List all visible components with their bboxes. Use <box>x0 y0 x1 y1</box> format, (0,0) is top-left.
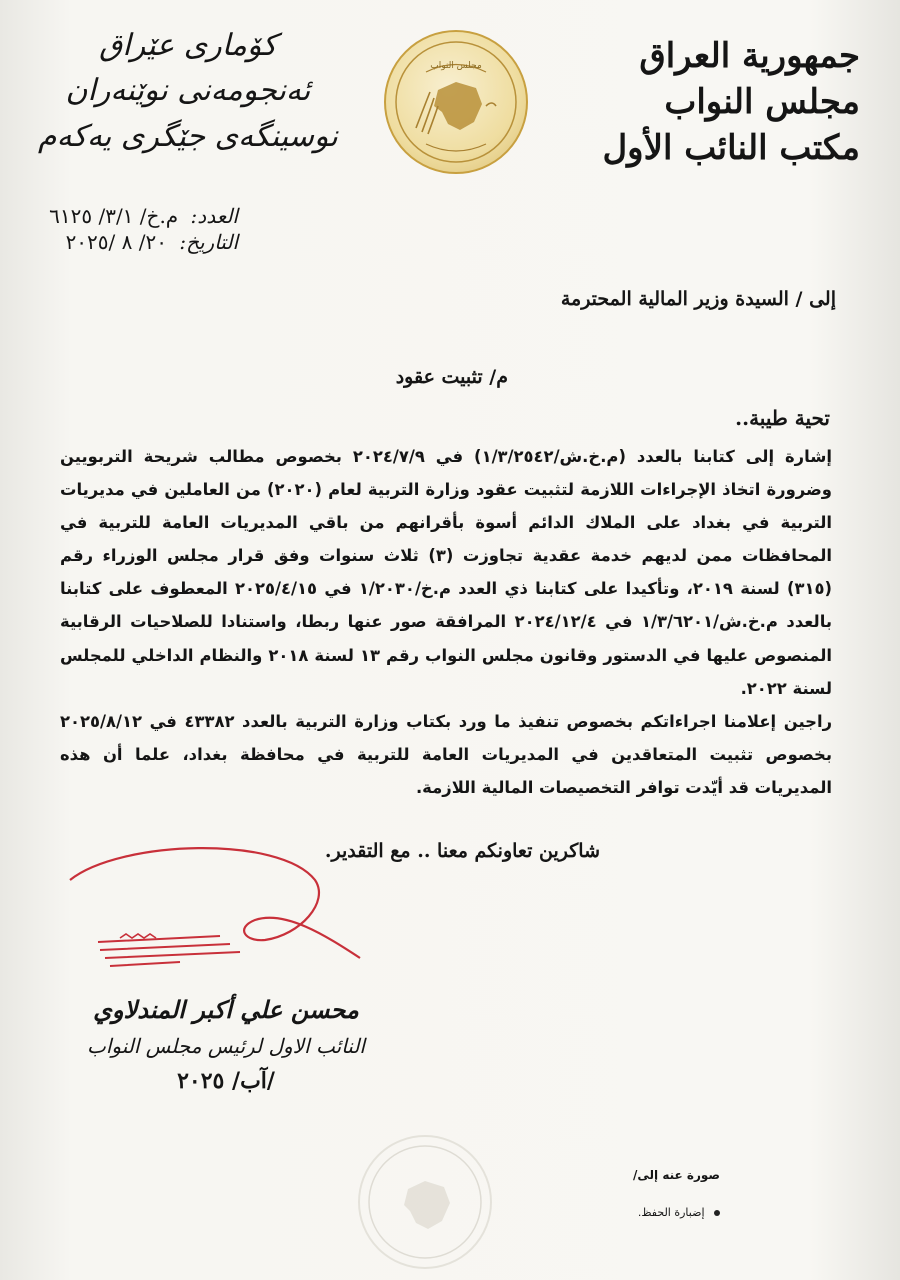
letterhead-line-council: مجلس النواب <box>664 82 860 123</box>
reference-number-value: م.خ/ ٣/١/ ٦١٢٥ <box>49 204 179 228</box>
letterhead-arabic <box>602 36 860 174</box>
subject-line: م/ تثبيت عقود <box>395 366 508 388</box>
reference-date <box>28 230 238 254</box>
seal-graphic <box>386 32 526 172</box>
bullet-icon <box>714 1210 720 1216</box>
copy-to-label: صورة عنه إلى/ <box>633 1168 720 1182</box>
letterhead-kurdish <box>38 28 338 164</box>
reference-date-label: التاريخ: <box>179 230 238 254</box>
letterhead-line-country: جمهورية العراق <box>639 36 860 76</box>
copy-to-item <box>638 1206 720 1219</box>
signatory-title: النائب الاول لرئيس مجلس النواب <box>87 1034 365 1058</box>
letterhead-kurdish-line-3: نوسینگەی جێگری یەکەم <box>38 118 338 154</box>
reference-number <box>28 204 238 228</box>
handwritten-signature <box>60 840 380 990</box>
signatory-date: /آب/ ٢٠٢٥ <box>177 1068 275 1094</box>
faint-seal-stamp <box>358 1135 492 1269</box>
seal-text: مجلس النواب <box>430 61 482 71</box>
parliament-seal-emblem <box>384 30 528 174</box>
reference-number-label: العدد: <box>190 204 238 228</box>
recipient-line: إلى / السيدة وزير المالية المحترمة <box>560 288 836 310</box>
letterhead-kurdish-line-2: ئەنجومەنی نوێنەران <box>65 73 311 109</box>
letterhead-line-office: مكتب النائب الأول <box>602 128 860 169</box>
signatory-name: محسن علي أكبر المندلاوي <box>93 995 359 1024</box>
letterhead-kurdish-line-1: كۆماری عێراق <box>99 28 277 63</box>
greeting: تحية طيبة.. <box>735 406 830 430</box>
copy-to-item-text: إضبارة الحفظ. <box>637 1206 705 1219</box>
signatory-block <box>87 995 365 1094</box>
closing-line: شاكرين تعاونكم معنا .. مع التقدير. <box>324 840 600 862</box>
body-paragraph-2: راجين إعلامنا اجراءاتكم بخصوص تنفيذ ما ورد بكتاب وزارة التربية بالعدد ٤٣٣٨٢ في ٢٠٢٥/٨/١٢ بخصوص تثبيت المتعاقدين في المديريات العامة للتربية في محافظة بغداد، علما أن هذه المديريات قد أيّدت توافر التخصيصات المالية اللازمة. <box>60 712 833 798</box>
reference-date-value: ٢٠/ ٨ /٢٠٢٥ <box>65 230 167 254</box>
body-paragraph-1: إشارة إلى كتابنا بالعدد (م.خ.ش/١/٣/٢٥٤٢) في ٢٠٢٤/٧/٩ بخصوص مطالب شريحة التربويين وضرورة اتخاذ الإجراءات اللازمة لتثبيت عقود وزارة التربية لعام (٢٠٢٠) من العاملين في مديريات التربية في بغداد على الملاك الدائم أسوة بأقرانهم من باقي المديريات العامة للتربية في المحافظات ممن لديهم خدمة عقدية تجاوزت (٣) ثلاث سنوات وفق قرار مجلس الوزراء رقم (٣١٥) لسنة ٢٠١٩، وتأكيدا على كتابنا ذي العدد م.خ/١/٢٠٣٠ في ٢٠٢٥/٤/١٥ المعطوف على كتابنا بالعدد م.خ.ش/١/٣/٦٢٠١ في ٢٠٢٤/١٢/٤ المرافقة صور عنها ربطا، واستنادا للصلاحيات الرقابية المنصوص عليها في الدستور وقانون مجلس النواب رقم ١٣ لسنة ٢٠١٨ والنظام الداخلي للمجلس لسنة ٢٠٢٢. <box>60 447 833 698</box>
